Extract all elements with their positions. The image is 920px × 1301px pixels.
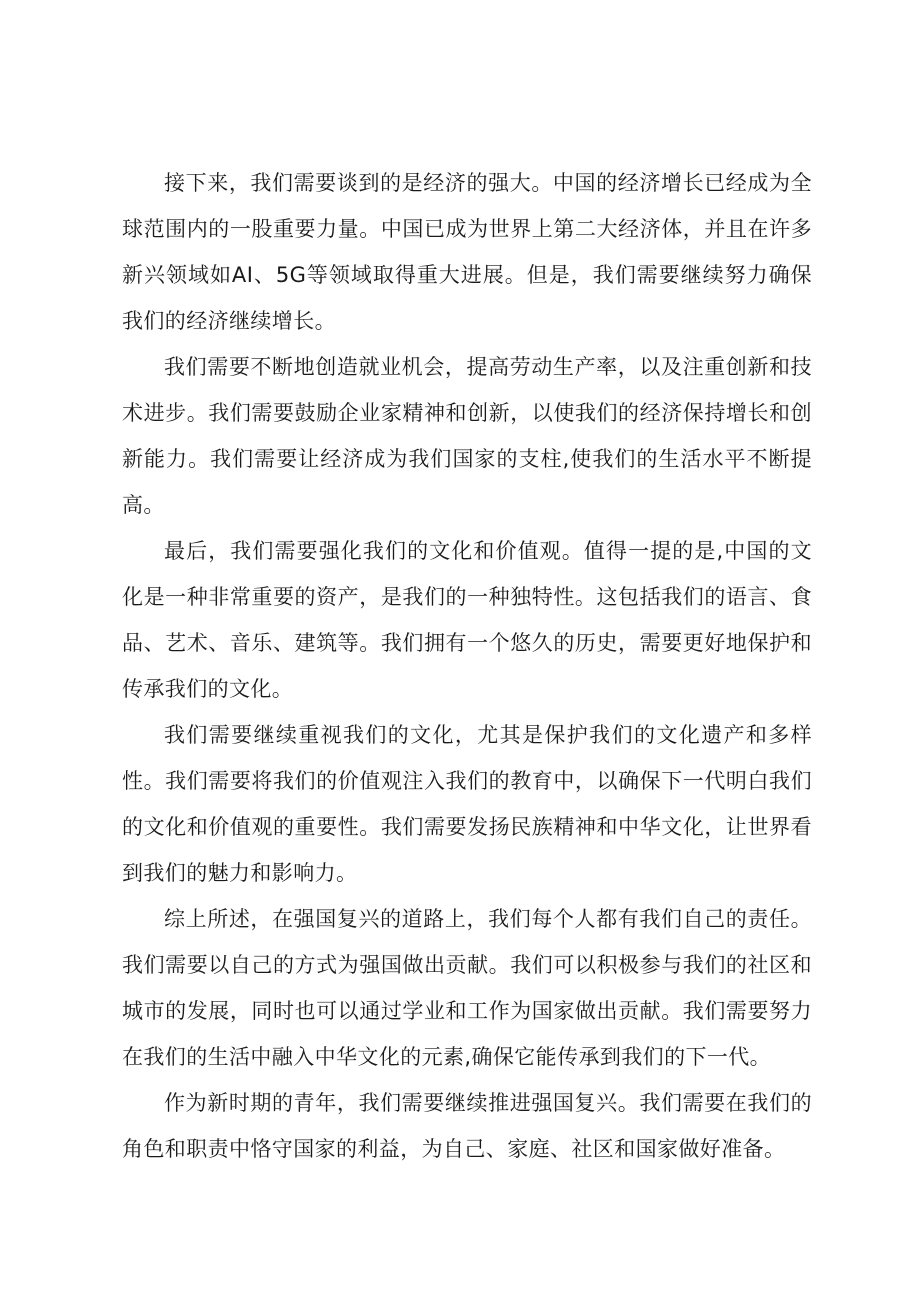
paragraph-employment: 我们需要不断地创造就业机会，提高劳动生产率，以及注重创新和技术进步。我们需要鼓励企业家精神和创新，以使我们的经济保持增长和创新能力。我们需要让经济成为我们国家的支柱,使我们的生活水平不断提高。: [122, 355, 812, 517]
paragraph-youth: 作为新时期的青年，我们需要继续推进强国复兴。我们需要在我们的角色和职责中恪守国家的利益，为自己、家庭、社区和国家做好准备。: [122, 1091, 812, 1161]
paragraph-summary: 综上所述，在强国复兴的道路上，我们每个人都有我们自己的责任。我们需要以自己的方式为强国做出贡献。我们可以积极参与我们的社区和城市的发展，同时也可以通过学业和工作为国家做出贡献。我们需要努力在我们的生活中融入中华文化的元素,确保它能传承到我们的下一代。: [122, 907, 812, 1069]
paragraph-culture: 最后，我们需要强化我们的文化和价值观。值得一提的是,中国的文化是一种非常重要的资产，是我们的一种独特性。这包括我们的语言、食品、艺术、音乐、建筑等。我们拥有一个悠久的历史，需要更好地保护和传承我们的文化。: [122, 539, 812, 701]
paragraph-heritage: 我们需要继续重视我们的文化，尤其是保护我们的文化遗产和多样性。我们需要将我们的价值观注入我们的教育中，以确保下一代明白我们的文化和价值观的重要性。我们需要发扬民族精神和中华文化，让世界看到我们的魅力和影响力。: [122, 723, 812, 885]
document-body: [122, 160, 812, 1172]
paragraph-economy: 接下来，我们需要谈到的是经济的强大。中国的经济增长已经成为全球范围内的一股重要力量。中国已成为世界上第二大经济体，并且在许多新兴领域如AI、5G等领域取得重大进展。但是，我们需要继续努力确保我们的经济继续增长。: [122, 171, 812, 333]
